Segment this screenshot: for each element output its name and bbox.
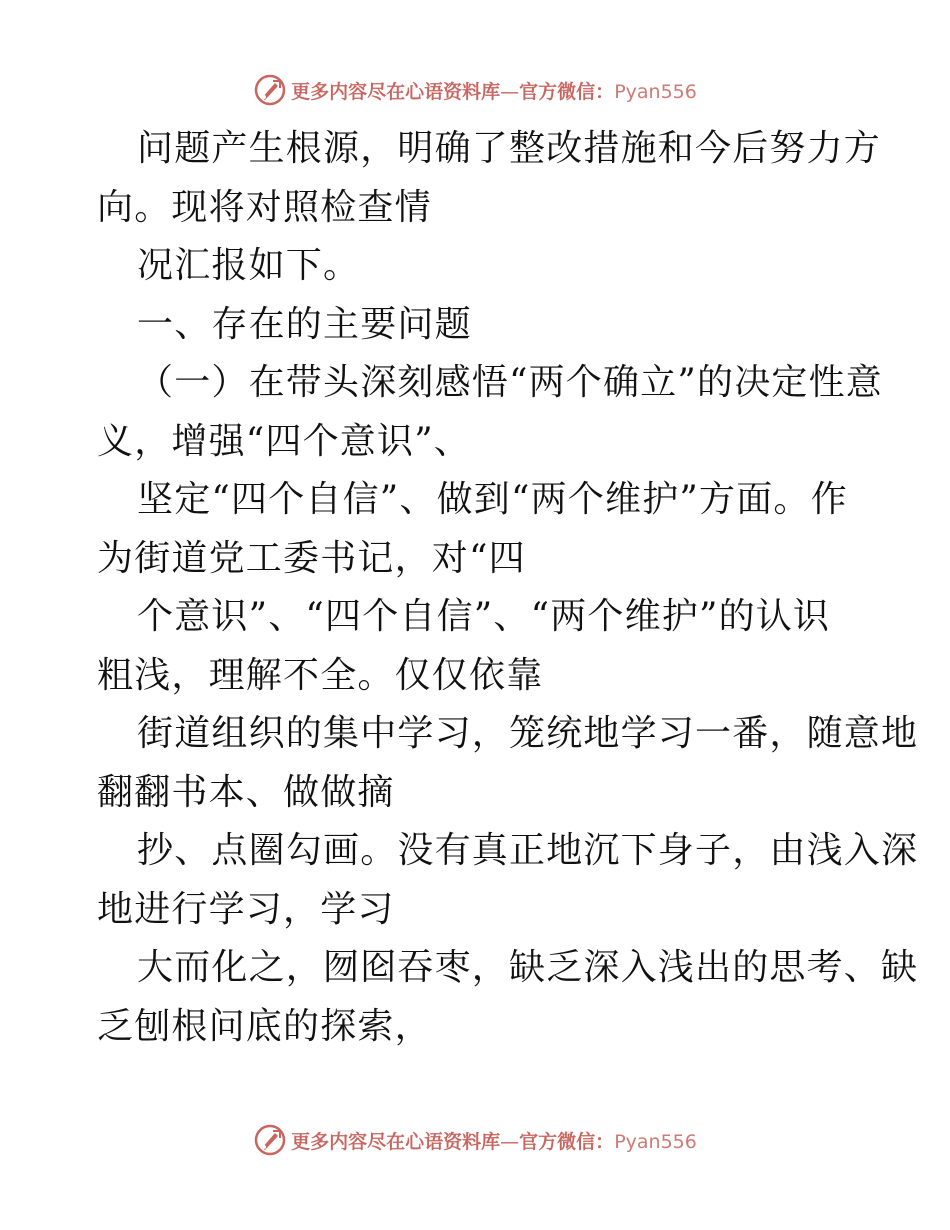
text-line: 抄、点圈勾画。没有真正地沉下身子，由浅入深 [137,830,919,871]
text-line: 个意识”、“四个自信”、“两个维护”的认识 [137,596,831,637]
pen-logo-icon [253,73,287,107]
text-line: 坚定“四个自信”、做到“两个维护”方面。作 [137,479,848,520]
text-line: 大而化之，囫囵吞枣，缺乏深入浅出的思考、缺 [137,947,919,988]
text-line: 地进行学习，学习 [97,888,395,930]
text-line: 向。现将对照检查情 [97,186,432,228]
document-body [97,120,919,1056]
text-line: 街道组织的集中学习，笼统地学习一番，随意地 [137,713,919,754]
text-line: （一）在带头深刻感悟“两个确立”的决定性意 [137,362,884,403]
header-watermark [0,70,950,110]
text-line: 况汇报如下。 [137,245,361,286]
watermark-text: 更多内容尽在心语资料库—官方微信：Pyan556 [291,80,697,103]
text-line: 问题产生根源，明确了整改措施和今后努力方 [137,128,882,169]
text-line: 为街道党工委书记，对“四 [97,537,526,579]
text-line: 一、存在的主要问题 [137,303,472,345]
watermark-text: 更多内容尽在心语资料库—官方微信：Pyan556 [291,1130,697,1153]
text-line: 乏刨根问底的探索， [97,1005,432,1047]
text-line: 翻翻书本、做做摘 [97,771,395,813]
text-line: 义，增强“四个意识”、 [97,420,472,462]
text-line: 粗浅，理解不全。仅仅依靠 [97,654,544,696]
footer-watermark [0,1120,950,1160]
pen-logo-icon [253,1123,287,1157]
